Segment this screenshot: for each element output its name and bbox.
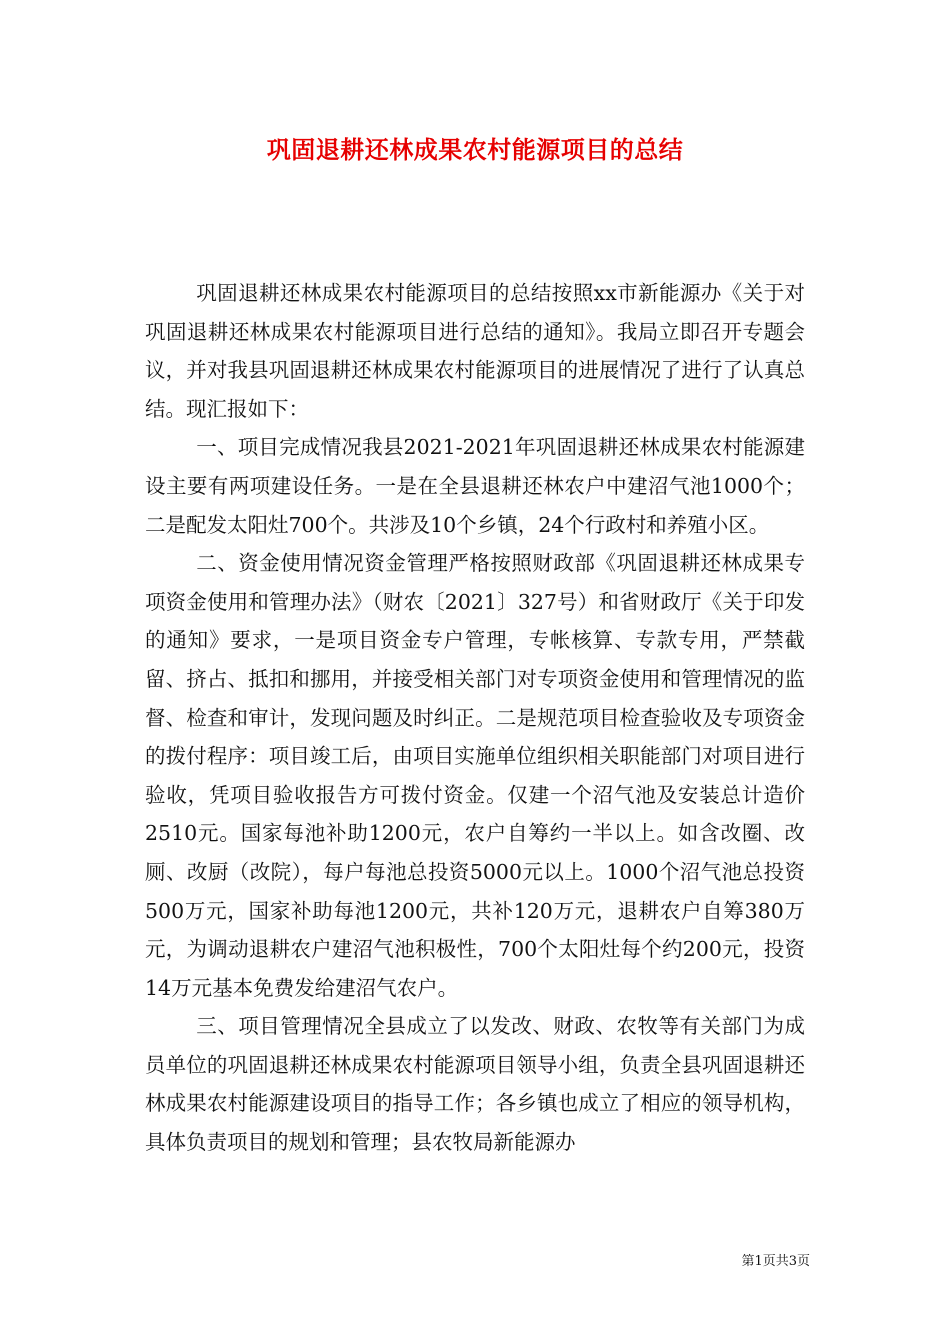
document-title: 巩固退耕还林成果农村能源项目的总结	[266, 136, 684, 164]
paragraph-intro: 巩固退耕还林成果农村能源项目的总结按照xx市新能源办《关于对巩固退耕还林成果农村能源项目进行总结的通知》。我局立即召开专题会议，并对我县巩固退耕还林成果农村能源项目的进展情况了进行了认真总结。现汇报如下：	[145, 281, 805, 421]
page-number-footer: 第1页共3页	[741, 1254, 810, 1269]
paragraph-section-2: 二、资金使用情况资金管理严格按照财政部《巩固退耕还林成果专项资金使用和管理办法》（财农〔2021〕327号）和省财政厅《关于印发的通知》要求，一是项目资金专户管理，专帐核算、专款专用，严禁截留、挤占、抵扣和挪用，并接受相关部门对专项资金使用和管理情况的监督、检查和审计，发现问题及时纠正。二是规范项目检查验收及专项资金的拨付程序：项目竣工后，由项目实施单位组织相关职能部门对项目进行验收，凭项目验收报告方可拨付资金。仅建一个沼气池及安装总计造价2510元。国家每池补助1200元，农户自筹约一半以上。如含改圈、改厕、改厨（改院），每户每池总投资5000元以上。1000个沼气池总投资500万元，国家补助每池1200元，共补120万元，退耕农户自筹380万元，为调动退耕农户建沼气池积极性，700个太阳灶每个约200元，投资14万元基本免费发给建沼气农户。	[145, 551, 805, 1000]
document-body	[145, 274, 805, 1162]
paragraph-section-1: 一、项目完成情况我县2021-2021年巩固退耕还林成果农村能源建设主要有两项建设任务。一是在全县退耕还林农户中建沼气池1000个；二是配发太阳灶700个。共涉及10个乡镇，24个行政村和养殖小区。	[145, 435, 805, 537]
paragraph-section-3: 三、项目管理情况全县成立了以发改、财政、农牧等有关部门为成员单位的巩固退耕还林成果农村能源项目领导小组，负责全县巩固退耕还林成果农村能源建设项目的指导工作；各乡镇也成立了相应的领导机构，具体负责项目的规划和管理；县农牧局新能源办	[145, 1014, 805, 1155]
